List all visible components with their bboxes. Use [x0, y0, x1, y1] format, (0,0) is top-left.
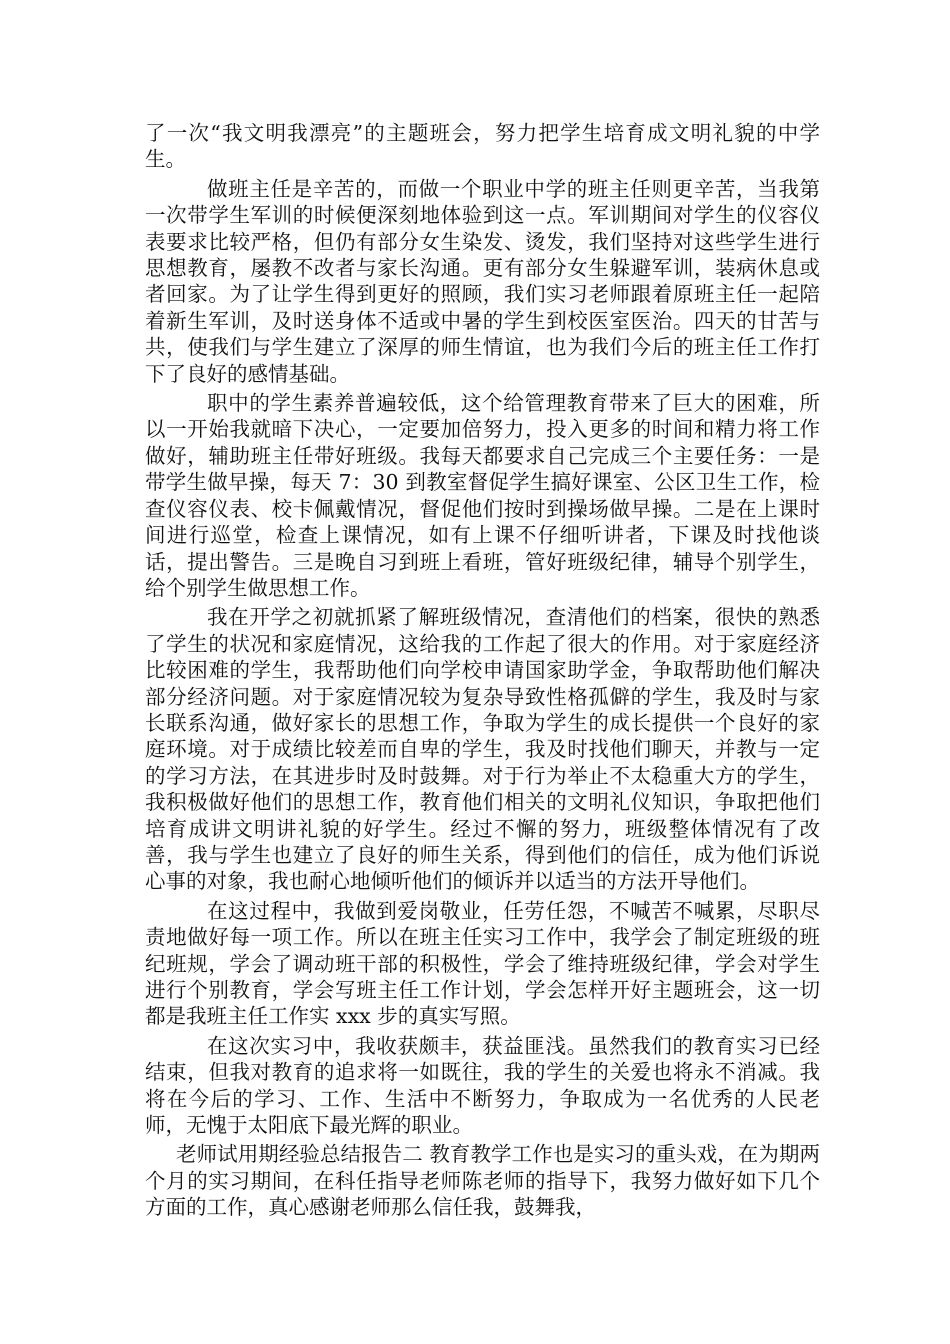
paragraph-daily-tasks: 职中的学生素养普遍较低，这个给管理教育带来了巨大的困难，所以一开始我就暗下决心，一定要加倍努力，投入更多的时间和精力将工作做好，辅助班主任带好班级。我每天都要求自己完成三个主要任务：一是带学生做早操，每天 7：30 到教室督促学生搞好课室、公区卫生工作，检查仪容仪表、校卡佩戴情况，督促他们按时到操场做早操。二是在上课时间进行巡堂，检查上课情况，如有上课不仔细听讲者，下课及时找他谈话，提出警告。三是晚自习到班上看班，管好班级纪律，辅导个别学生，给个别学生做思想工作。 — [145, 391, 820, 600]
paragraph-conclusion: 在这次实习中，我收获颇丰，获益匪浅。虽然我们的教育实习已经结束，但我对教育的追求将一如既往，我的学生的关爱也将永不消减。我将在今后的学习、工作、生活中不断努力，争取成为一名优秀的人民老师，无愧于太阳底下最光辉的职业。 — [145, 1033, 820, 1138]
paragraph-class-meeting: 了一次“我文明我漂亮”的主题班会，努力把学生培育成文明礼貌的中学生。 — [145, 121, 820, 172]
paragraph-dedication: 在这过程中，我做到爱岗敬业，任劳任怨，不喊苦不喊累，尽职尽责地做好每一项工作。所以在班主任实习工作中，我学会了制定班级的班纪班规，学会了调动班干部的积极性，学会了维持班级纪律，学会对学生进行个别教育，学会写班主任工作计划，学会怎样开好主题班会，这一切都是我班主任工作实 xxx 步的真实写照。 — [145, 898, 820, 1029]
document-body — [145, 120, 820, 1224]
paragraph-report-two: 老师试用期经验总结报告二 教育教学工作也是实习的重头戏，在为期两个月的实习期间，在科任指导老师陈老师的指导下，我努力做好如下几个方面的工作，真心感谢老师那么信任我，鼓舞我， — [145, 1142, 820, 1220]
paragraph-military-training: 做班主任是辛苦的，而做一个职业中学的班主任则更辛苦，当我第一次带学生军训的时候便深刻地体验到这一点。军训期间对学生的仪容仪表要求比较严格，但仍有部分女生染发、烫发，我们坚持对这些学生进行思想教育，屡教不改者与家长沟通。更有部分女生躲避军训，装病休息或者回家。为了让学生得到更好的照顾，我们实习老师跟着原班主任一起陪着新生军训，及时送身体不适或中暑的学生到校医室医治。四天的甘苦与共，使我们与学生建立了深厚的师生情谊，也为我们今后的班主任工作打下了良好的感情基础。 — [145, 176, 820, 386]
paragraph-student-care: 我在开学之初就抓紧了解班级情况，查清他们的档案，很快的熟悉了学生的状况和家庭情况，这给我的工作起了很大的作用。对于家庭经济比较困难的学生，我帮助他们向学校申请国家助学金，争取帮助他们解决部分经济问题。对于家庭情况较为复杂导致性格孤僻的学生，我及时与家长联系沟通，做好家长的思想工作，争取为学生的成长提供一个良好的家庭环境。对于成绩比较差而自卑的学生，我及时找他们聊天，并教与一定的学习方法，在其进步时及时鼓舞。对于行为举止不太稳重大方的学生，我积极做好他们的思想工作，教育他们相关的文明礼仪知识，争取把他们培育成讲文明讲礼貌的好学生。经过不懈的努力，班级整体情况有了改善，我与学生也建立了良好的师生关系，得到他们的信任，成为他们诉说心事的对象，我也耐心地倾听他们的倾诉并以适当的方法开导他们。 — [145, 605, 820, 894]
